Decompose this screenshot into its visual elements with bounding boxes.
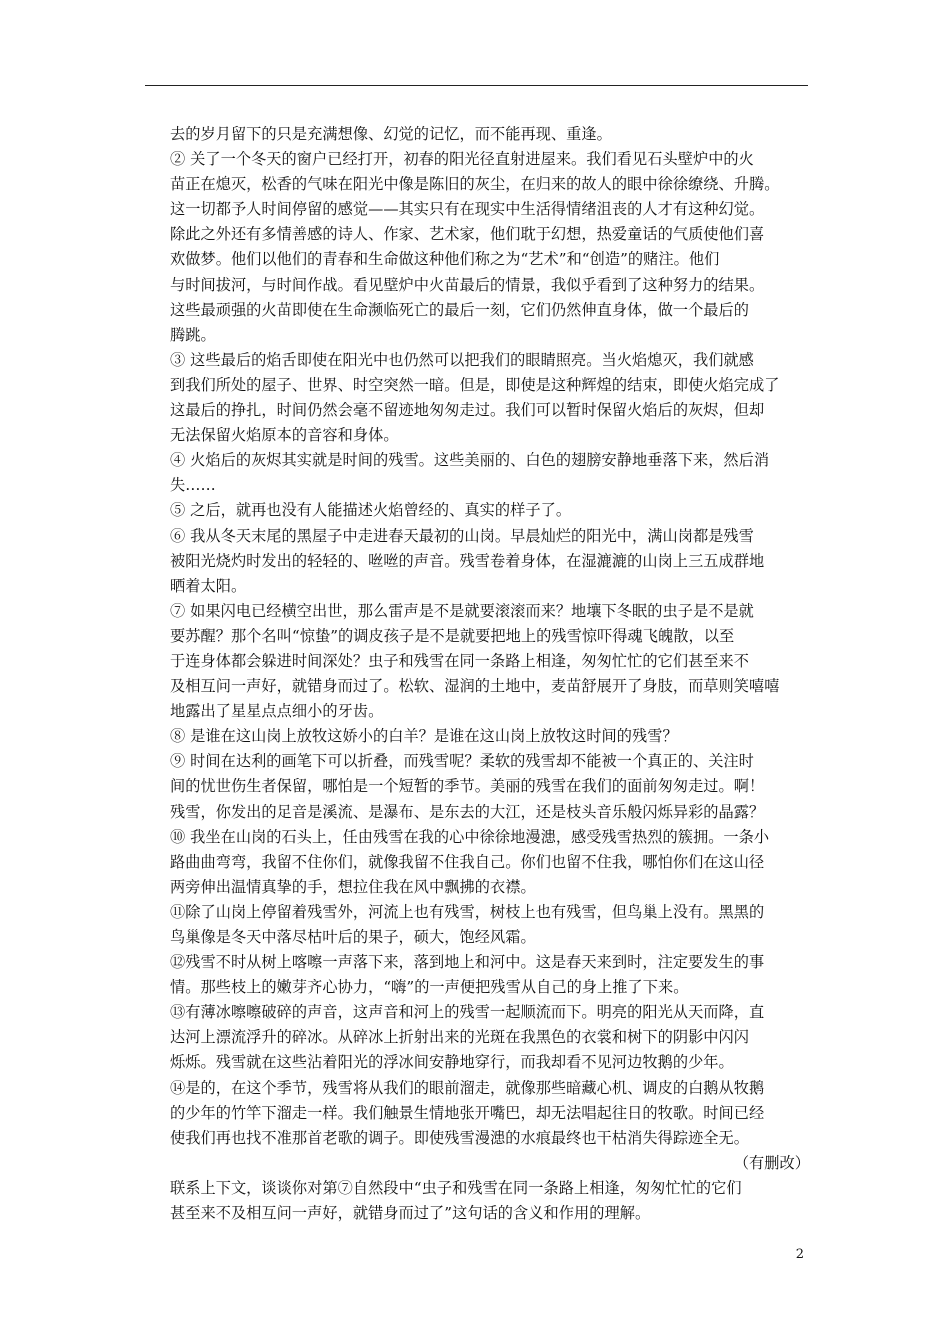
text-line: ⑤ 之后，就再也没有人能描述火焰曾经的、真实的样子了。 — [170, 501, 572, 520]
text-line: 烁烁。残雪就在这些沾着阳光的浮冰间安静地穿行，而我却看不见河边牧鹅的少年。 — [170, 1053, 734, 1072]
text-line: ③ 这些最后的焰舌即使在阳光中也仍然可以把我们的眼睛照亮。当火焰熄灭，我们就感 — [170, 350, 754, 369]
text-line: 及相互问一声好，就错身而过了。松软、湿润的土地中，麦苗舒展开了身肢，而草则笑嘻嘻 — [170, 677, 780, 696]
text-line: 这一切都予人时间停留的感觉——其实只有在现实中生活得情绪沮丧的人才有这种幻觉。 — [170, 200, 765, 219]
document-body — [170, 122, 810, 1226]
text-line: 要苏醒？那个名叫“惊蛰”的调皮孩子是不是就要把地上的残雪惊吓得魂飞魄散，以至 — [170, 626, 735, 645]
text-line: 苗正在熄灭，松香的气味在阳光中像是陈旧的灰尘，在归来的故人的眼中徐徐缭绕、升腾。 — [170, 175, 780, 194]
text-line: 去的岁月留下的只是充满想像、幻觉的记忆，而不能再现、重逢。 — [170, 125, 612, 143]
text-line: 失…… — [170, 476, 216, 495]
header-rule — [145, 85, 808, 86]
text-line: ⑥ 我从冬天末尾的黑屋子中走进春天最初的山岗。早晨灿烂的阳光中，满山岗都是残雪 — [170, 526, 754, 545]
text-line: 除此之外还有多情善感的诗人、作家、艺术家，他们耽于幻想，热爱童话的气质使他们喜 — [170, 225, 765, 244]
text-line: ⑫残雪不时从树上喀嚓一声落下来，落到地上和河中。这是春天来到时，注定要发生的事 — [170, 953, 765, 972]
text-line: 间的忧世伤生者保留，哪怕是一个短暂的季节。美丽的残雪在我们的面前匆匆走过。啊！ — [170, 777, 765, 796]
text-line: ⑩ 我坐在山岗的石头上，任由残雪在我的心中徐徐地漫漶，感受残雪热烈的簇拥。一条小 — [170, 827, 770, 846]
text-line: 这些最顽强的火苗即使在生命濒临死亡的最后一刻，它们仍然伸直身体，做一个最后的 — [170, 300, 750, 319]
text-line: 路曲曲弯弯，我留不住你们，就像我留不住我自己。你们也留不住我，哪怕你们在这山径 — [170, 852, 765, 871]
text-line: ② 关了一个冬天的窗户已经打开，初春的阳光径直射进屋来。我们看见石头壁炉中的火 — [170, 150, 754, 169]
text-line: ⑧ 是谁在这山岗上放牧这娇小的白羊？是谁在这山岗上放牧这时间的残雪？ — [170, 727, 678, 746]
text-line: 两旁伸出温情真挚的手，想拉住我在风中飘拂的衣襟。 — [170, 877, 536, 896]
text-line: 的少年的竹竿下溜走一样。我们触景生情地张开嘴巴，却无法唱起往日的牧歌。时间已经 — [170, 1103, 765, 1122]
text-line: ⑭是的，在这个季节，残雪将从我们的眼前溜走，就像那些暗藏心机、调皮的白鹅从牧鹅 — [170, 1078, 765, 1097]
text-line: 欢做梦。他们以他们的青春和生命做这种他们称之为“艺术”和“创造”的赌注。他们 — [170, 250, 720, 269]
text-line: 被阳光烧灼时发出的轻轻的、咝咝的声音。残雪卷着身体，在湿漉漉的山岗上三五成群地 — [170, 551, 765, 570]
text-line: 地露出了星星点点细小的牙齿。 — [170, 702, 384, 721]
text-line: 残雪，你发出的足音是溪流、是瀑布、是东去的大江，还是枝头音乐般闪烁异彩的晶露？ — [170, 802, 765, 821]
text-line: 情。那些枝上的嫩芽齐心协力，“嗨”的一声便把残雪从自己的身上推了下来。 — [170, 978, 689, 997]
text-line: ⑬有薄冰嚓嚓破碎的声音，这声音和河上的残雪一起顺流而下。明亮的阳光从天而降，直 — [170, 1003, 765, 1022]
text-line: 到我们所处的屋子、世界、时空突然一暗。但是，即使是这种辉煌的结束，即使火焰完成了 — [170, 375, 780, 394]
text-line: 使我们再也找不准那首老歌的调子。即使残雪漫漶的水痕最终也干枯消失得踪迹全无。 — [170, 1128, 750, 1147]
text-line: 达河上漂流浮升的碎冰。从碎冰上折射出来的光斑在我黑色的衣裳和树下的阴影中闪闪 — [170, 1028, 750, 1047]
text-line: 无法保留火焰原本的音容和身体。 — [170, 426, 399, 445]
text-line: ⑦ 如果闪电已经横空出世，那么雷声是不是就要滚滚而来？地壤下冬眠的虫子是不是就 — [170, 601, 754, 620]
text-line: 腾跳。 — [170, 325, 216, 344]
text-line: 晒着太阳。 — [170, 576, 247, 595]
question-line: 联系上下文，谈谈你对第⑦自然段中“虫子和残雪在同一条路上相逢，匆匆忙忙的它们 — [170, 1178, 742, 1197]
text-line: 这最后的挣扎，时间仍然会毫不留迹地匆匆走过。我们可以暂时保留火焰后的灰烬，但却 — [170, 401, 765, 420]
text-line: ④ 火焰后的灰烬其实就是时间的残雪。这些美丽的、白色的翅膀安静地垂落下来，然后消 — [170, 451, 770, 470]
source-note: （有删改） — [733, 1153, 810, 1172]
text-line: 于连身体都会躲进时间深处？虫子和残雪在同一条路上相逢，匆匆忙忙的它们甚至来不 — [170, 651, 750, 670]
text-line: 鸟巢像是冬天中落尽枯叶后的果子，硕大，饱经风霜。 — [170, 928, 536, 946]
text-line: ⑪除了山岗上停留着残雪外，河流上也有残雪，树枝上也有残雪，但鸟巢上没有。黑黑的 — [170, 902, 765, 921]
text-line: ⑨ 时间在达利的画笔下可以折叠，而残雪呢？柔软的残雪却不能被一个真正的、关注时 — [170, 752, 754, 771]
page-number: 2 — [795, 1247, 804, 1262]
question-line: 甚至来不及相互问一声好，就错身而过了”这句话的含义和作用的理解。 — [170, 1204, 651, 1223]
text-line: 与时间拔河，与时间作战。看见壁炉中火苗最后的情景，我似乎看到了这种努力的结果。 — [170, 275, 765, 294]
